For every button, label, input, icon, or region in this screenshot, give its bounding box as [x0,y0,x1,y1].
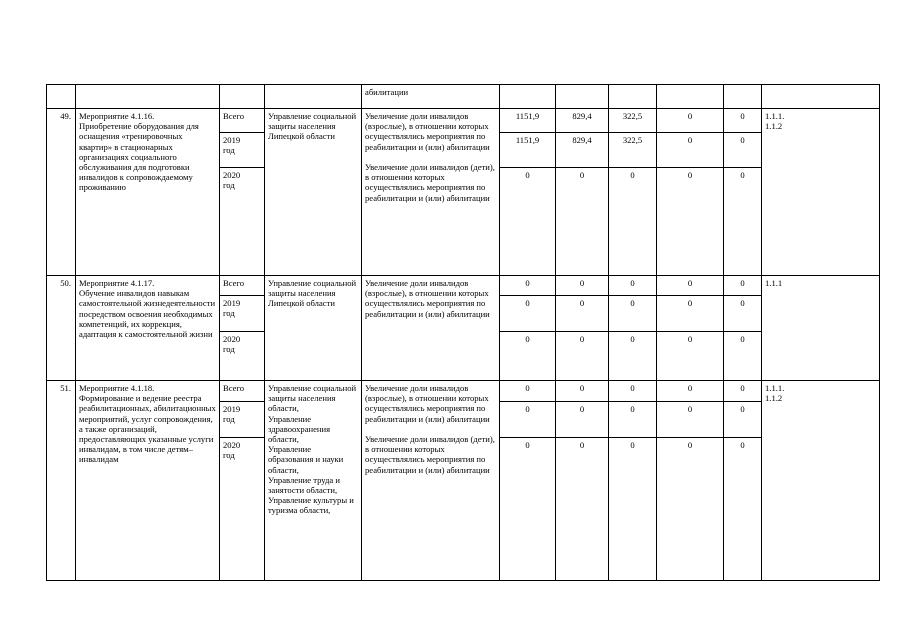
value-cell: 0 [500,332,556,381]
indicator: Увеличение доли инвалидов (взрослые), в отношении которых осуществлялись мероприятия по реабилитации и (или) абилитации [362,276,500,381]
value-cell: 0 [500,168,556,276]
document-page [46,84,879,600]
value-cell: 0 [556,276,609,296]
value-cell: 0 [556,402,609,438]
value-cell: 829,4 [556,133,609,168]
indicator-link: 1.1.1. 1.1.2 [762,109,880,276]
table-row [47,276,880,296]
value-cell: 0 [556,168,609,276]
cell [220,85,265,109]
value-cell: 0 [657,168,724,276]
executor: Управление социальной защиты населения Липецкой области [265,109,362,276]
table-row [47,109,880,133]
value-cell: 0 [500,402,556,438]
value-cell: 0 [657,438,724,581]
value-cell: 0 [500,296,556,332]
indicator-link: 1.1.1 [762,276,880,381]
indicator: Увеличение доли инвалидов (взрослые), в отношении которых осуществлялись мероприятия по реабилитации и (или) абилитации Увеличение доли инвалидов (дети), в отношении которых осуществлялись мероприятия по реабилитации и (или) абилитации [362,109,500,276]
executor: Управление социальной защиты населения области, Управление здравоохранения области, Управление образования и науки области, Управление труда и занятости области, Управление культуры и туризма области, [265,381,362,581]
value-cell: 0 [724,168,762,276]
cell [609,85,657,109]
row-number: 50. [47,276,76,381]
value-cell: 0 [657,381,724,402]
value-cell: 0 [657,109,724,133]
year-label: 2019 год [220,402,265,438]
value-cell: 0 [609,296,657,332]
value-cell: 0 [657,133,724,168]
value-cell: 0 [724,133,762,168]
year-label: 2020 год [220,438,265,581]
value-cell: 0 [609,402,657,438]
row-number: 49. [47,109,76,276]
value-cell: 0 [724,381,762,402]
value-cell: 0 [609,168,657,276]
value-cell: 0 [609,438,657,581]
cell [762,85,880,109]
value-cell: 0 [500,276,556,296]
cell [76,85,220,109]
cell [724,85,762,109]
measure-title: Мероприятие 4.1.16. Приобретение оборудования для оснащения «тренировочных квартир» в стационарных организациях социального обслуживания для подготовки инвалидов к сопровождаемому проживанию [76,109,220,276]
measure-title: Мероприятие 4.1.18. Формирование и ведение реестра реабилитационных, абилитационных мероприятий, услуг сопровождения, а также организаций, предоставляющих указанные услуги инвалидам, в том числе детям–инвалидам [76,381,220,581]
year-label: 2020 год [220,168,265,276]
indicator: Увеличение доли инвалидов (взрослые), в отношении которых осуществлялись мероприятия по реабилитации и (или) абилитации Увеличение доли инвалидов (дети), в отношении которых осуществлялись мероприятия по реабилитации и (или) абилитации [362,381,500,581]
value-cell: 0 [657,276,724,296]
value-cell: 0 [724,332,762,381]
year-label: Всего [220,276,265,296]
value-cell: 0 [724,296,762,332]
value-cell: 0 [609,276,657,296]
value-cell: 0 [609,381,657,402]
value-cell: 0 [556,296,609,332]
program-measures-table [46,84,880,581]
value-cell: 0 [724,438,762,581]
value-cell: 0 [500,438,556,581]
value-cell: 0 [609,332,657,381]
continuation-row [47,85,880,109]
value-cell: 0 [556,332,609,381]
cell [265,85,362,109]
indicator-link: 1.1.1. 1.1.2 [762,381,880,581]
value-cell: 0 [724,402,762,438]
year-label: 2019 год [220,296,265,332]
value-cell: 0 [657,402,724,438]
value-cell: 1151,9 [500,133,556,168]
cell [556,85,609,109]
year-label: 2019 год [220,133,265,168]
value-cell: 0 [500,381,556,402]
indicator-continuation: абилитации [362,85,500,109]
cell [657,85,724,109]
value-cell: 0 [556,438,609,581]
value-cell: 322,5 [609,109,657,133]
table-row [47,381,880,402]
value-cell: 0 [556,381,609,402]
cell [500,85,556,109]
cell [47,85,76,109]
measure-title: Мероприятие 4.1.17. Обучение инвалидов навыкам самостоятельной жизнедеятельности посредством освоения необходимых компетенций, их коррекция, адаптация к самостоятельной жизни [76,276,220,381]
row-number: 51. [47,381,76,581]
value-cell: 322,5 [609,133,657,168]
value-cell: 0 [657,332,724,381]
executor: Управление социальной защиты населения Липецкой области [265,276,362,381]
year-label: 2020 год [220,332,265,381]
value-cell: 0 [724,276,762,296]
year-label: Всего [220,381,265,402]
value-cell: 1151,9 [500,109,556,133]
year-label: Всего [220,109,265,133]
value-cell: 829,4 [556,109,609,133]
value-cell: 0 [657,296,724,332]
value-cell: 0 [724,109,762,133]
